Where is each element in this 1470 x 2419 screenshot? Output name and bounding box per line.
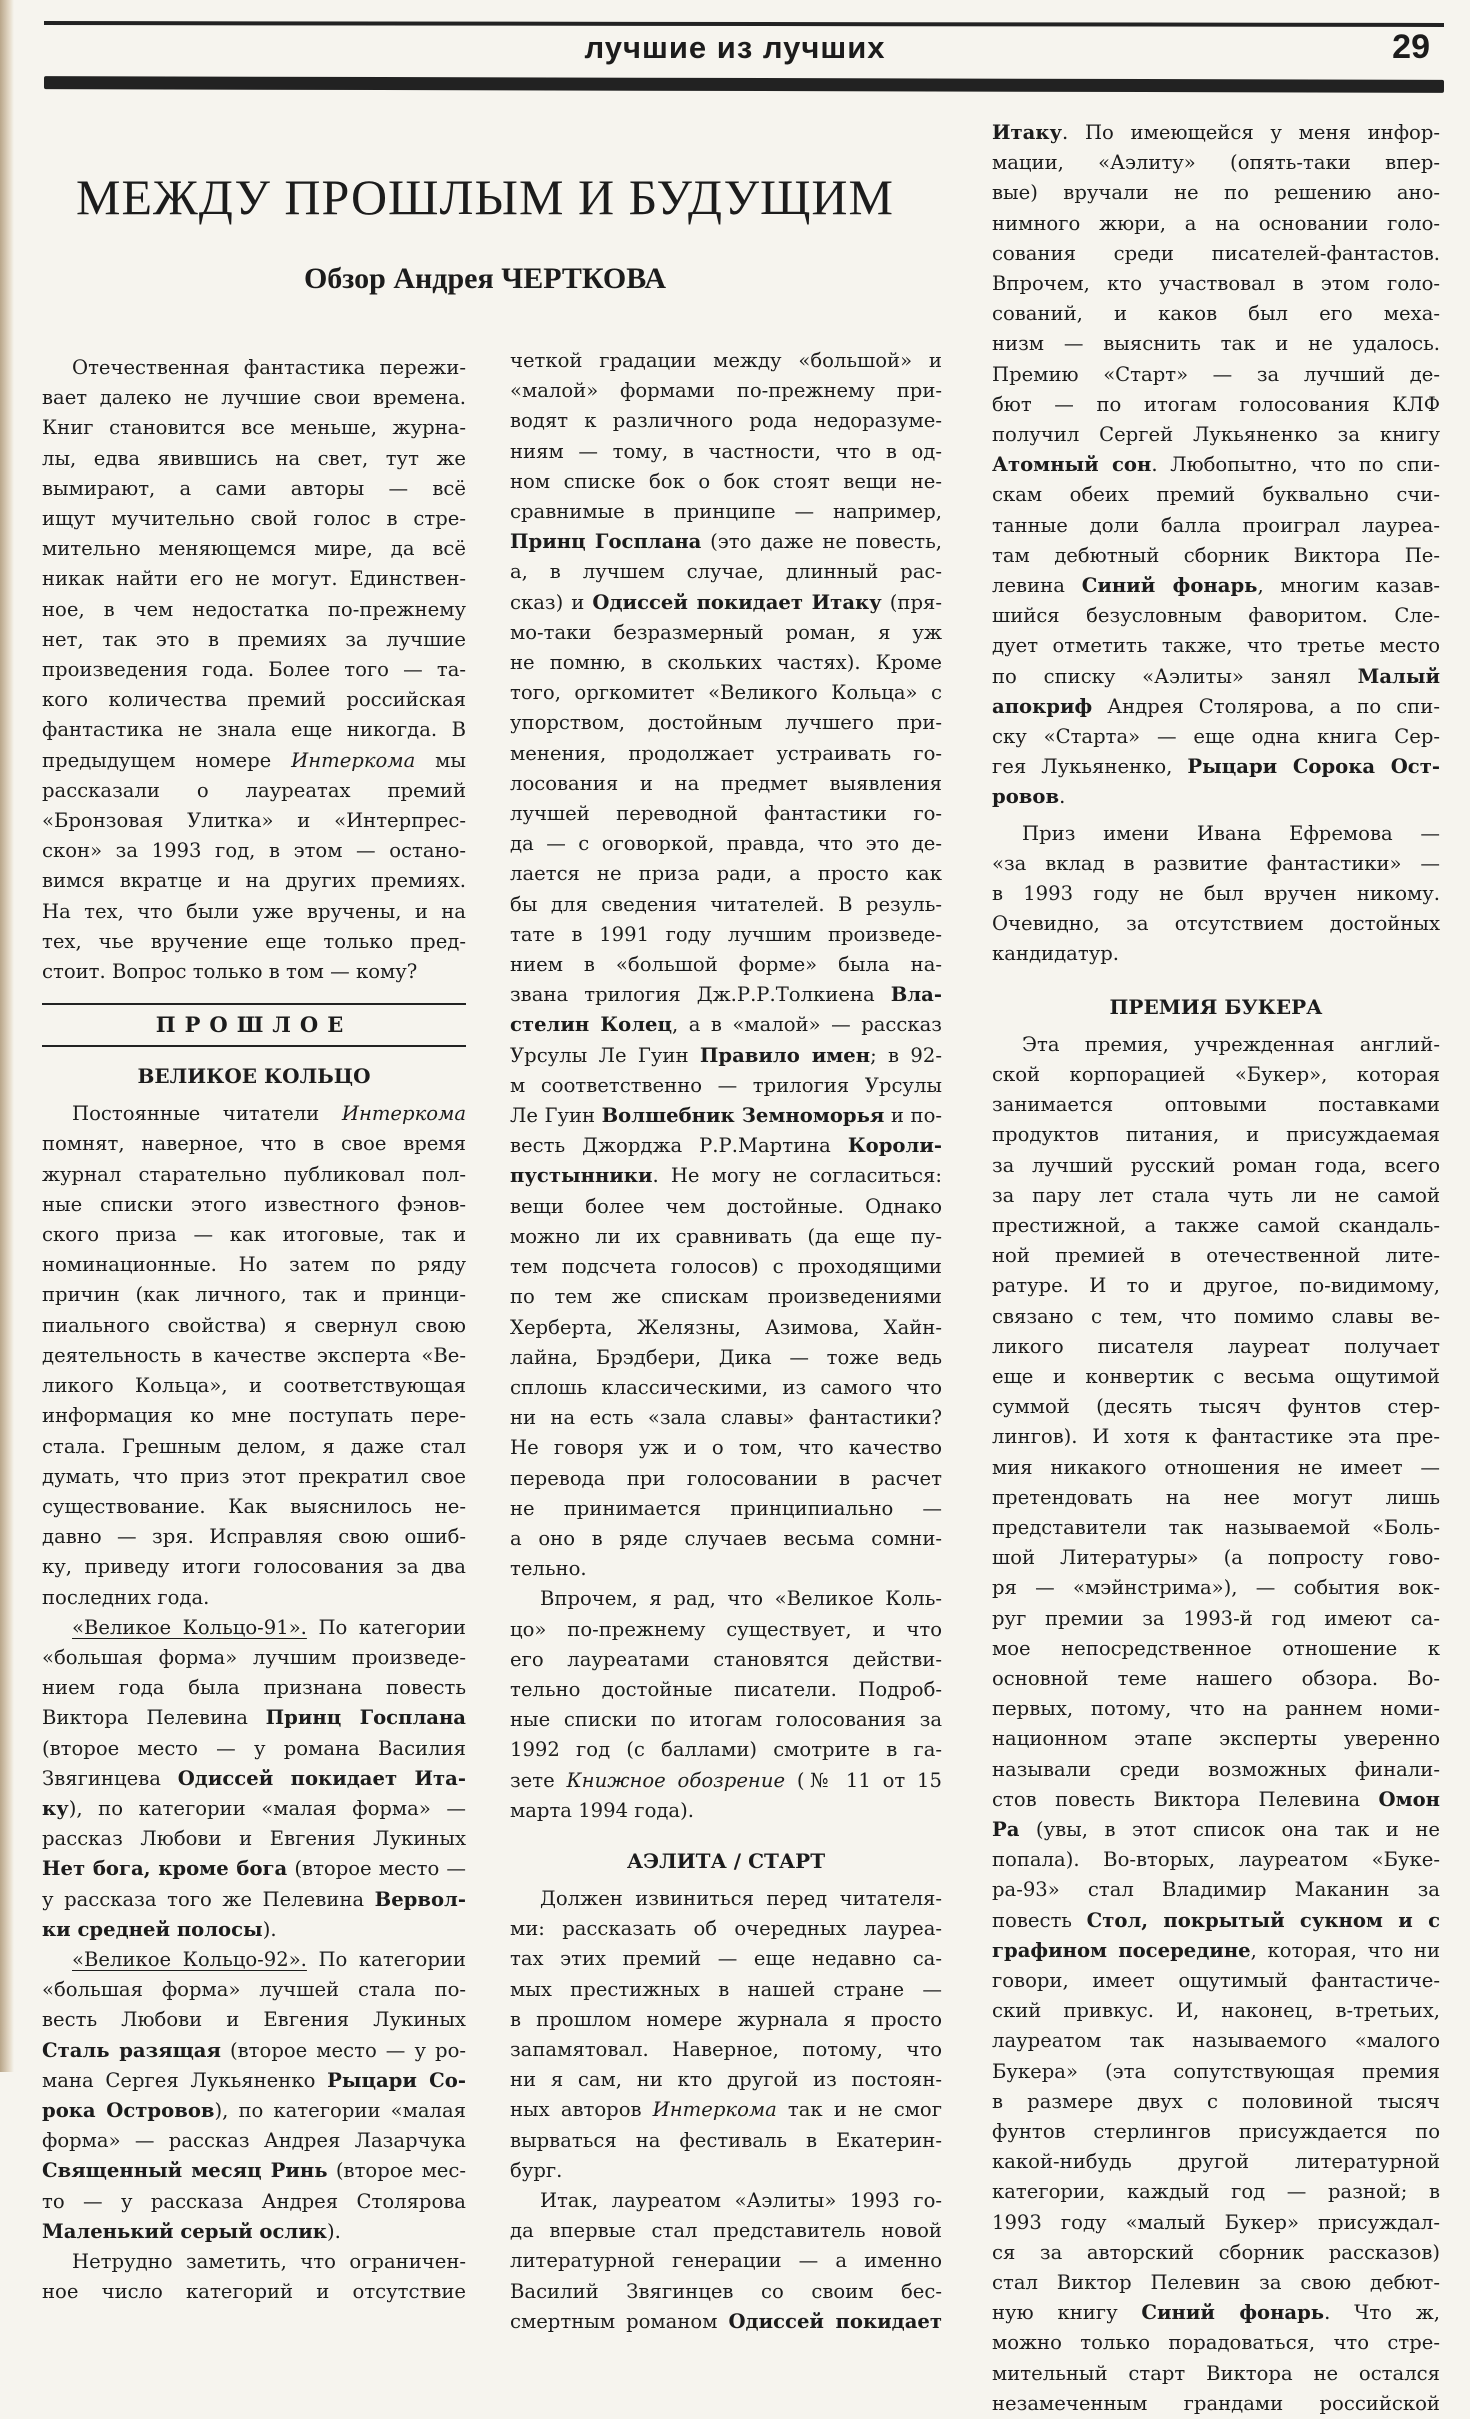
text-line: деятельность в качестве эксперта «Ве- bbox=[42, 1343, 466, 1367]
text-line: Впрочем, кто участвовал в этом голо- bbox=[992, 272, 1440, 296]
text-line: помнят, наверное, что в свое время bbox=[42, 1132, 466, 1156]
text-line: рассказали о лауреатах премий bbox=[42, 778, 466, 802]
bold-title: Волшебник Земноморья bbox=[601, 1104, 885, 1128]
text-line: то — у рассказа Андрея Столярова bbox=[42, 2189, 466, 2213]
text-line: вимся вкратце и на других премиях. bbox=[42, 869, 466, 893]
prize-year-label: «Великое Кольцо-92». bbox=[72, 1947, 307, 1971]
text-line: информация ко мне поступать пере- bbox=[42, 1404, 466, 1428]
bold-title: ку bbox=[42, 1796, 69, 1820]
text-line: вает далеко не лучшие свои времена. bbox=[42, 386, 466, 410]
text-line: лайна, Брэдбери, Дика — тоже ведь bbox=[510, 1345, 942, 1369]
text-line: ни я сам, ни кто другой из постоян- bbox=[510, 2068, 942, 2092]
text-line: запамятовал. Наверное, потому, что bbox=[510, 2037, 942, 2061]
text-line: Букера» (эта сопутствующая премия bbox=[992, 2059, 1440, 2083]
text-line: да — с оговоркой, правда, что это де- bbox=[510, 832, 942, 856]
text-line: 1993 году «малый Букер» присуждал- bbox=[992, 2210, 1440, 2234]
text-line: менения, продолжает устраивать го- bbox=[510, 741, 942, 765]
text-line: ского приза — как итоговые, так и bbox=[42, 1223, 466, 1247]
booker-paragraph bbox=[992, 1030, 1440, 2419]
bold-title: Рыцари Со- bbox=[327, 2068, 466, 2092]
text-line: по списку «Аэлиты» занял Малый bbox=[992, 664, 1440, 688]
text-line: ликого писателя лауреат получает bbox=[992, 1334, 1440, 1358]
text-line: сований, и каков был его меха- bbox=[992, 302, 1440, 326]
text-line: суммой (десять тысяч фунтов стер- bbox=[992, 1395, 1440, 1419]
text-line: ную книгу Синий фонарь. Что ж, bbox=[992, 2301, 1440, 2325]
text-line: не помню, в скольких частях). Кроме bbox=[510, 651, 942, 675]
article-title: МЕЖДУ ПРОШЛЫМ И БУДУЩИМ bbox=[76, 169, 894, 225]
ring-exists-paragraph bbox=[510, 1584, 942, 1826]
text-line: Звягинцева Одиссей покидает Ита- bbox=[42, 1766, 466, 1790]
text-line: стоит. Вопрос только в том — кому? bbox=[42, 960, 418, 984]
text-line: Маленький серый ослик). bbox=[42, 2219, 341, 2243]
text-line: еще и конвертик с весьма ощутимой bbox=[992, 1364, 1440, 1388]
bold-title: рока Островов bbox=[42, 2098, 215, 2122]
text-line: руг премии за 1993-й год имеют са- bbox=[992, 1606, 1440, 1630]
text-line: Постоянные читатели Интеркома bbox=[72, 1102, 466, 1126]
bold-title: Одиссей покидает Итаку bbox=[592, 590, 882, 614]
text-line: «большая форма» лучшей стала по- bbox=[42, 1978, 466, 2002]
text-line: национном этапе эксперты уверенно bbox=[992, 1727, 1440, 1751]
text-line: повесть Стол, покрытый сукном и с bbox=[992, 1908, 1440, 1932]
text-line: незамеченным грандами российской bbox=[992, 2391, 1440, 2415]
bold-title: Атомный сон bbox=[992, 453, 1152, 477]
text-line: в 1993 году не был вручен никому. bbox=[992, 882, 1440, 906]
text-line: ное число категорий и отсутствие bbox=[42, 2280, 466, 2304]
bold-title: Вла- bbox=[890, 983, 942, 1007]
text-line: Нет бога, кроме бога (второе место — bbox=[42, 1857, 466, 1881]
text-line: занимается оптовыми поставками bbox=[992, 1093, 1440, 1117]
bold-title: Сталь разящая bbox=[42, 2038, 221, 2062]
text-line: ной премией в отечественной лите- bbox=[992, 1244, 1440, 1268]
text-line: весть Любови и Евгения Лукиных bbox=[42, 2008, 466, 2032]
text-line: тате в 1991 году лучшим произведе- bbox=[510, 922, 942, 946]
text-line: Приз имени Ивана Ефремова — bbox=[1022, 821, 1440, 845]
text-line: того, оргкомитет «Великого Кольца» с bbox=[510, 681, 942, 705]
text-line: сравнимые в принципе — например, bbox=[510, 500, 942, 524]
text-line: водят к различного рода недоразуме- bbox=[510, 409, 942, 433]
text-line: существование. Как выяснилось не- bbox=[42, 1494, 466, 1518]
text-line: ликого Кольца», и соответствующая bbox=[42, 1374, 466, 1398]
bold-title: графином посередине bbox=[992, 1938, 1251, 1962]
text-line: ской корпорацией «Букер», которая bbox=[992, 1062, 1440, 1086]
text-line: ные списки этого известного фэнов- bbox=[42, 1192, 466, 1216]
text-line: бют — по итогам голосования КЛФ bbox=[992, 392, 1440, 416]
text-line: в размере двух с половиной тысяч bbox=[992, 2089, 1440, 2113]
prize-year-label: «Великое Кольцо-91». bbox=[72, 1615, 307, 1639]
bold-title: Правило имен bbox=[699, 1043, 871, 1067]
text-line: представители так называемой «Боль- bbox=[992, 1515, 1440, 1539]
text-line: ни на есть «зала славы» фантастики? bbox=[510, 1406, 942, 1430]
text-line: сплошь классическими, из самого что bbox=[510, 1375, 942, 1399]
text-line: мации, «Аэлиту» (опять-таки впер- bbox=[992, 151, 1440, 175]
text-line: лучшей переводной фантастики го- bbox=[510, 802, 942, 826]
text-line: мо-таки безразмерный роман, я уж bbox=[510, 620, 942, 644]
text-line: шой Литературы» (а попросту гово- bbox=[992, 1546, 1440, 1570]
text-line: сования среди писателей-фантастов. bbox=[992, 241, 1440, 265]
text-line: смертным романом Одиссей покидает bbox=[510, 2309, 942, 2333]
text-line: мия никакого отношения не имеет — bbox=[992, 1455, 1440, 1479]
bold-title: апокриф bbox=[992, 694, 1093, 718]
text-line: «Великое Кольцо-91». По категории bbox=[72, 1615, 466, 1639]
bold-title: Принц Госплана bbox=[510, 530, 702, 554]
text-line: в прошлом номере журнала я просто bbox=[510, 2007, 942, 2031]
bold-title: Стол, покрытый сукном и с bbox=[1086, 1908, 1440, 1932]
text-line: упорством, достойным лучшего при- bbox=[510, 711, 942, 735]
text-line: категории, каждый год — разной; в bbox=[992, 2180, 1440, 2204]
text-line: никак найти его не могут. Единствен- bbox=[42, 567, 466, 591]
aelita-continued-paragraph bbox=[992, 118, 1440, 813]
text-line: там дебютный сборник Виктора Пе- bbox=[992, 543, 1440, 567]
subhead-aelita-start: АЭЛИТА / СТАРТ bbox=[626, 1848, 826, 1873]
text-line: шийся безусловным фаворитом. Сле- bbox=[992, 604, 1440, 628]
text-line: (второе место — у романа Василия bbox=[42, 1736, 466, 1760]
text-line: нием в «большой форме» была на- bbox=[510, 953, 942, 977]
bold-title: Малый bbox=[1357, 664, 1440, 688]
text-line: ску «Старта» — еще одна книга Сер- bbox=[992, 725, 1440, 749]
great-ring-paragraph bbox=[42, 1099, 466, 1612]
text-line: за лучший русский роман года, всего bbox=[992, 1153, 1440, 1177]
text-line: мана Сергея Лукьяненко Рыцари Со- bbox=[42, 2068, 466, 2092]
text-line: Должен извиниться перед читателя- bbox=[540, 1886, 942, 1910]
text-line: четкой градации между «большой» и bbox=[510, 349, 942, 372]
text-line: пиального свойства) я свернул свою bbox=[42, 1313, 466, 1337]
bold-title: Короли- bbox=[847, 1134, 942, 1158]
bold-title: Одиссей покидает Ита- bbox=[177, 1766, 466, 1790]
bold-title: Принц Госплана bbox=[265, 1706, 467, 1730]
italic-title: Интеркома bbox=[291, 748, 416, 772]
text-line: литературной генерации — а именно bbox=[510, 2249, 942, 2273]
text-line: тем подсчета голосов) с проходящими bbox=[510, 1255, 942, 1279]
bold-title: стелин Колец bbox=[510, 1013, 672, 1037]
text-line: журнал старательно публиковал пол- bbox=[42, 1162, 466, 1186]
text-line: гея Лукьяненко, Рыцари Сорока Ост- bbox=[992, 755, 1440, 779]
subhead-great-ring: ВЕЛИКОЕ КОЛЬЦО bbox=[137, 1064, 371, 1089]
text-line: по тем же спискам произведениями bbox=[510, 1285, 942, 1309]
text-line: Не говоря уж и о том, что качество bbox=[510, 1436, 942, 1460]
text-line: первых, потому, что на раннем номи- bbox=[992, 1697, 1440, 1721]
text-line: ря — «мэйнстрима»), — события вок- bbox=[992, 1576, 1440, 1600]
text-line: «за вклад в развитие фантастики» — bbox=[992, 851, 1440, 875]
text-line: стал Виктор Пелевин за свою дебют- bbox=[992, 2271, 1440, 2295]
text-line: зете Книжное обозрение (№ 11 от 15 bbox=[510, 1768, 942, 1792]
text-line: пустынники. Не могу не согласиться: bbox=[510, 1164, 942, 1188]
categories-paragraph bbox=[510, 346, 942, 1584]
text-line: ра-93» стал Владимир Маканин за bbox=[992, 1878, 1440, 1902]
text-line: ки средней полосы). bbox=[42, 1917, 277, 1941]
apology-paragraph bbox=[510, 1884, 942, 2186]
text-line: Атомный сон. Любопытно, что по спи- bbox=[992, 453, 1440, 477]
text-line: ми: рассказать об очередных лауреа- bbox=[510, 1917, 942, 1941]
section-label-past: ПРОШЛОЕ bbox=[42, 1003, 466, 1047]
text-line: ищут мучительно свой голос в стре- bbox=[42, 507, 466, 531]
text-line: дует отметить также, что третье место bbox=[992, 634, 1440, 658]
bold-title: пустынники bbox=[510, 1164, 653, 1188]
text-line: мое непосредственное отношение к bbox=[992, 1636, 1440, 1660]
header-rule-thick bbox=[44, 76, 1444, 93]
text-line: тах этих премий — еще недавно са- bbox=[510, 1947, 942, 1971]
text-line: ратуре. И то и другое, по-видимому, bbox=[992, 1274, 1440, 1298]
text-line: стала. Грешным делом, я даже стал bbox=[42, 1434, 466, 1458]
text-line: кого количества премий российская bbox=[42, 688, 466, 712]
aelita-laureate-paragraph bbox=[510, 2186, 942, 2337]
text-line: Впрочем, я рад, что «Великое Коль- bbox=[540, 1587, 942, 1611]
text-line: ные списки по итогам голосования за bbox=[510, 1708, 942, 1732]
text-line: номинационные. Но затем по ряду bbox=[42, 1253, 466, 1277]
text-line: ное, в чем недостатка по-прежнему bbox=[42, 597, 466, 621]
text-line: ский привкус. И, наконец, в-третьих, bbox=[992, 1999, 1440, 2023]
bold-title: Итаку bbox=[992, 121, 1063, 144]
text-line: бург. bbox=[510, 2158, 563, 2182]
text-line: Отечественная фантастика пережи- bbox=[72, 356, 466, 379]
text-line: сказ) и Одиссей покидает Итаку (пря- bbox=[510, 590, 942, 614]
intro-paragraph bbox=[42, 353, 466, 987]
text-line: а, в лучшем случае, длинный рас- bbox=[510, 560, 942, 584]
text-line: «Бронзовая Улитка» и «Интерпрес- bbox=[42, 809, 466, 833]
text-line: Херберта, Желязны, Азимова, Хайн- bbox=[510, 1315, 942, 1339]
text-line: кандидатур. bbox=[992, 942, 1119, 966]
text-line: ниям — тому, в частности, что в од- bbox=[510, 439, 942, 463]
text-line: вые) вручали не по решению ано- bbox=[992, 181, 1440, 205]
italic-title: Интеркома bbox=[652, 2098, 777, 2122]
text-line: вещи более чем достойные. Однако bbox=[510, 1194, 942, 1218]
text-line: рассказ Любови и Евгения Лукиных bbox=[42, 1827, 466, 1851]
text-line: ных авторов Интеркома так и не смог bbox=[510, 2098, 942, 2122]
text-line: получил Сергей Лукьяненко за книгу bbox=[992, 423, 1440, 447]
text-line: предыдущем номере Интеркома мы bbox=[42, 748, 466, 772]
text-line: лосования и на предмет выявления bbox=[510, 771, 942, 795]
text-line: ровов. bbox=[992, 785, 1066, 809]
italic-title: Книжное обозрение bbox=[566, 1768, 786, 1792]
article-byline: Обзор Андрея ЧЕРТКОВА bbox=[303, 262, 667, 295]
text-line: Нетрудно заметить, что ограничен- bbox=[72, 2249, 466, 2273]
text-line: какой-нибудь другой литературной bbox=[992, 2150, 1440, 2174]
text-line: Священный месяц Ринь (второе мес- bbox=[42, 2159, 467, 2183]
text-line: да впервые стал представитель новой bbox=[510, 2219, 942, 2243]
text-line: стелин Колец, а в «малой» — рассказ bbox=[510, 1013, 942, 1037]
column-3 bbox=[992, 118, 1440, 2419]
text-line: скон» за 1993 год, в этом — остано- bbox=[42, 839, 466, 863]
subhead-booker-prize: ПРЕМИЯ БУКЕРА bbox=[1109, 994, 1323, 1019]
text-line: последних года. bbox=[42, 1585, 210, 1609]
text-line: низм — выяснить так и не удалось. bbox=[992, 332, 1440, 356]
text-line: рока Островов), по категории «малая bbox=[42, 2098, 466, 2122]
text-line: «Великое Кольцо-92». По категории bbox=[72, 1947, 466, 1971]
text-line: престижной, а также самой скандаль- bbox=[992, 1213, 1440, 1237]
page-binding-shadow bbox=[0, 0, 14, 2072]
conclusion-paragraph bbox=[42, 2247, 466, 2307]
text-line: ку), по категории «малая форма» — bbox=[42, 1796, 466, 1820]
bold-title: Синий фонарь bbox=[1081, 574, 1258, 598]
text-line: можно только порадоваться, что стре- bbox=[992, 2331, 1440, 2355]
text-line: говори, имеет ощутимый фантастиче- bbox=[992, 1968, 1440, 1992]
text-line: причин (как личного, так и принци- bbox=[42, 1283, 466, 1307]
text-line: На тех, что были уже вручены, и на bbox=[42, 899, 466, 923]
text-line: Итаку. По имеющейся у меня инфор- bbox=[992, 121, 1440, 144]
text-line: Премию «Старт» — за лучший де- bbox=[992, 362, 1440, 386]
text-line: цо» по-прежнему существует, и что bbox=[510, 1617, 942, 1641]
text-line: Очевидно, за отсутствием достойных bbox=[992, 912, 1440, 936]
text-line: претендовать на нее могут лишь bbox=[992, 1485, 1440, 1509]
header-rule-thin bbox=[44, 21, 1444, 27]
text-line: за пару лет стала чуть ли не самой bbox=[992, 1183, 1440, 1207]
text-line: Принц Госплана (это даже не повесть, bbox=[510, 530, 942, 554]
text-line: Виктора Пелевина Принц Госплана bbox=[42, 1706, 467, 1730]
page-number: 29 bbox=[1392, 28, 1430, 66]
text-line: тельно. bbox=[510, 1557, 587, 1581]
text-line: м соответственно — трилогия Урсулы bbox=[510, 1073, 942, 1097]
text-line: стов повесть Виктора Пелевина Омон bbox=[992, 1787, 1440, 1811]
text-line: лается не приза ради, а просто как bbox=[510, 862, 942, 886]
bold-title: ки средней полосы bbox=[42, 1917, 263, 1941]
text-line: Василий Звягинцев со своим бес- bbox=[510, 2279, 942, 2303]
text-line: его лауреатами становятся действи- bbox=[510, 1647, 942, 1671]
text-line: нимного жюри, а на основании голо- bbox=[992, 211, 1440, 235]
text-line: танные доли балла проиграл лауреа- bbox=[992, 513, 1440, 537]
text-line: Ле Гуин Волшебник Земноморья и по- bbox=[510, 1104, 942, 1128]
text-line: Книг становится все меньше, журна- bbox=[42, 416, 466, 440]
text-line: произведения года. Более того — та- bbox=[42, 658, 466, 682]
text-line: Урсулы Ле Гуин Правило имен; в 92- bbox=[510, 1043, 942, 1067]
bold-title: Нет бога, кроме бога bbox=[42, 1857, 288, 1881]
text-line: весть Джорджа Р.Р.Мартина Короли- bbox=[510, 1134, 942, 1158]
text-line: левина Синий фонарь, многим казав- bbox=[992, 574, 1440, 598]
bold-title: Маленький серый ослик bbox=[42, 2219, 327, 2243]
text-line: фунтов стерлингов присуждается по bbox=[992, 2120, 1440, 2143]
text-line: ся за авторский сборник рассказов) bbox=[992, 2240, 1440, 2264]
text-line: лингов). И хотя к фантастике эта пре- bbox=[992, 1425, 1440, 1449]
text-line: Эта премия, учрежденная англий- bbox=[1022, 1032, 1440, 1056]
bold-title: Ра bbox=[992, 1817, 1020, 1841]
text-line: «большая форма» лучшим произведе- bbox=[42, 1645, 466, 1669]
text-line: апокриф Андрея Столярова, а по спи- bbox=[992, 694, 1440, 718]
text-line: бы для сведения читателей. В резуль- bbox=[510, 892, 942, 916]
ring-91-paragraph bbox=[42, 1613, 466, 1945]
bold-title: Омон bbox=[1378, 1787, 1440, 1811]
bold-title: Вервол- bbox=[374, 1887, 466, 1911]
text-line: фантастика не знала еще никогда. В bbox=[42, 718, 466, 742]
text-line: основной теме нашего обзора. Во- bbox=[992, 1666, 1440, 1690]
column-2 bbox=[510, 346, 942, 2337]
text-line: не принимается принципиально — bbox=[510, 1496, 942, 1520]
bold-title: Священный месяц Ринь bbox=[42, 2159, 328, 2183]
text-line: мительный старт Виктора не остался bbox=[992, 2361, 1440, 2385]
text-line: вымирают, а сами авторы — всё bbox=[42, 476, 466, 500]
text-line: мых престижных в нашей стране — bbox=[510, 1977, 942, 2001]
text-line: звана трилогия Дж.Р.Р.Толкиена Вла- bbox=[510, 983, 942, 1007]
text-line: у рассказа того же Пелевина Вервол- bbox=[42, 1887, 466, 1911]
text-line: Ра (увы, в этот список она так и не bbox=[992, 1817, 1440, 1841]
ring-92-paragraph bbox=[42, 1945, 466, 2247]
text-line: перевода при голосовании в расчет bbox=[510, 1466, 942, 1490]
bold-title: ровов bbox=[992, 785, 1060, 809]
text-line: марта 1994 года). bbox=[510, 1798, 694, 1822]
text-line: лы, едва явившись на свет, тут же bbox=[42, 446, 466, 470]
text-line: продуктов питания, и присуждаемая bbox=[992, 1123, 1440, 1147]
text-line: Итак, лауреатом «Аэлиты» 1993 го- bbox=[540, 2188, 942, 2212]
text-line: думать, что приз этот прекратил свое bbox=[42, 1464, 466, 1488]
text-line: скам обеих премий буквально счи- bbox=[992, 483, 1440, 507]
text-line: мительно меняющемся мире, да всё bbox=[42, 537, 466, 561]
text-line: ном списке бок о бок стоят вещи не- bbox=[510, 469, 942, 493]
text-line: нет, так это в премиях за лучшие bbox=[42, 627, 466, 651]
bold-title: Рыцари Сорока Ост- bbox=[1187, 755, 1440, 779]
text-line: 1992 год (с баллами) смотрите в га- bbox=[510, 1738, 942, 1762]
text-line: «малой» формами по-прежнему при- bbox=[510, 379, 942, 403]
text-line: лауреатом так называемого «малого bbox=[992, 2029, 1440, 2053]
text-line: тех, чье вручение еще только пред- bbox=[42, 929, 466, 953]
text-line: графином посередине, которая, что ни bbox=[992, 1938, 1441, 1962]
bold-title: Одиссей покидает bbox=[728, 2309, 942, 2333]
text-line: называли среди возможных финали- bbox=[992, 1757, 1440, 1781]
text-line: форма» — рассказ Андрея Лазарчука bbox=[42, 2129, 466, 2153]
running-head: лучшие из лучших bbox=[584, 30, 886, 65]
text-line: тельно достойные писатели. Подроб- bbox=[510, 1677, 942, 1701]
text-line: можно ли их сравнивать (да еще пу- bbox=[510, 1224, 942, 1248]
bold-title: Синий фонарь bbox=[1141, 2301, 1325, 2325]
text-line: вырваться на фестиваль в Екатерин- bbox=[510, 2128, 942, 2152]
text-line: а оно в ряде случаев весьма сомни- bbox=[510, 1526, 942, 1550]
text-line: давно — зря. Исправляя свою ошиб- bbox=[42, 1525, 466, 1549]
text-line: Сталь разящая (второе место — у ро- bbox=[42, 2038, 466, 2062]
text-line: нием года была признана повесть bbox=[42, 1676, 466, 1700]
italic-title: Интеркома bbox=[341, 1102, 466, 1126]
text-line: связано с тем, что помимо славы ве- bbox=[992, 1304, 1440, 1328]
column-1 bbox=[42, 353, 466, 2307]
efremov-prize-paragraph bbox=[992, 819, 1440, 970]
text-line: ку, приведу итоги голосования за два bbox=[42, 1555, 466, 1579]
text-line: попала). Во-вторых, лауреатом «Буке- bbox=[992, 1848, 1440, 1872]
